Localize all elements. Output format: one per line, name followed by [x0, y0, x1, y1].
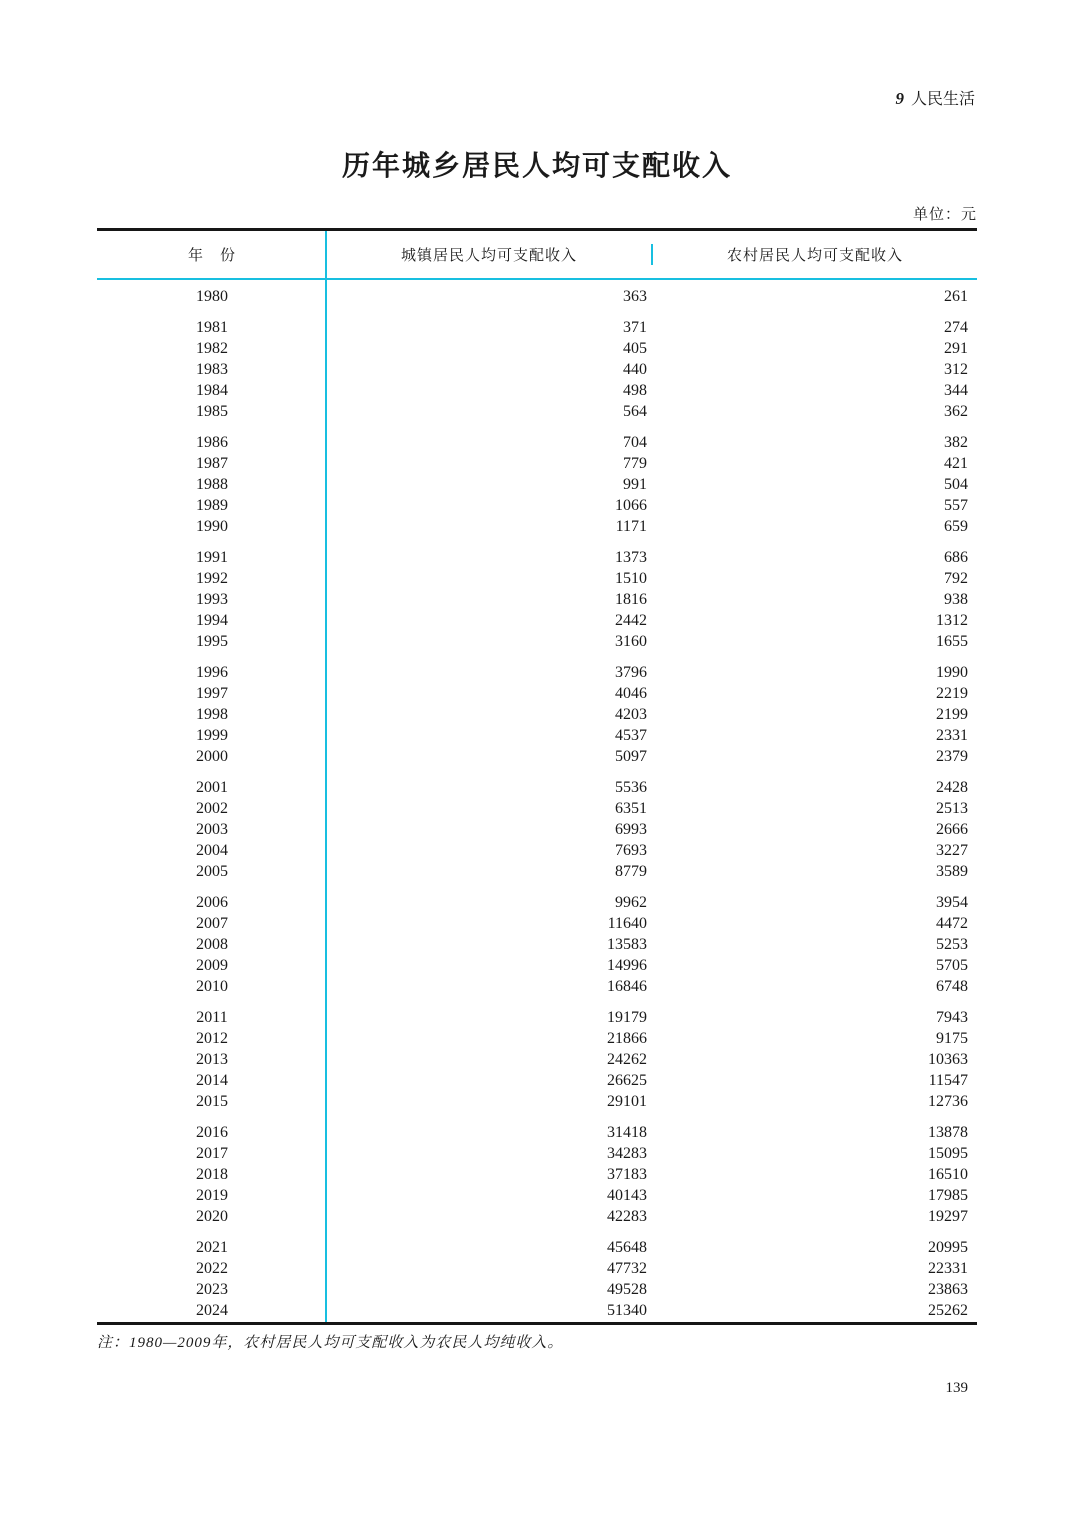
- rural-value-cell: 659: [944, 518, 968, 535]
- rural-value-cell: 25262: [928, 1302, 968, 1319]
- table-row: [97, 840, 977, 861]
- table-row: [97, 338, 977, 359]
- urban-value-cell: 1066: [615, 497, 647, 514]
- urban-value-cell: 34283: [607, 1145, 647, 1162]
- urban-value-cell: 9962: [615, 894, 647, 911]
- rural-value-cell: 2379: [936, 748, 968, 765]
- urban-value-cell: 24262: [607, 1051, 647, 1068]
- year-cell: 1995: [196, 633, 228, 650]
- urban-value-cell: 5097: [615, 748, 647, 765]
- rural-value-cell: 686: [944, 549, 968, 566]
- rural-value-cell: 15095: [928, 1145, 968, 1162]
- rural-value-cell: 5705: [936, 957, 968, 974]
- rural-value-cell: 1655: [936, 633, 968, 650]
- year-cell: 1983: [196, 361, 228, 378]
- table-row: [97, 683, 977, 704]
- table-row: [97, 955, 977, 976]
- rural-value-cell: 291: [944, 340, 968, 357]
- year-cell: 1997: [196, 685, 228, 702]
- row-group: [97, 547, 977, 652]
- year-cell: 2000: [196, 748, 228, 765]
- rural-value-cell: 382: [944, 434, 968, 451]
- urban-value-cell: 991: [623, 476, 647, 493]
- year-cell: 2014: [196, 1072, 228, 1089]
- urban-value-cell: 11640: [607, 915, 647, 932]
- table-row: [97, 976, 977, 997]
- table-header-row: [97, 231, 977, 280]
- year-cell: 1998: [196, 706, 228, 723]
- table-row: [97, 359, 977, 380]
- table-row: [97, 934, 977, 955]
- year-cell: 1985: [196, 403, 228, 420]
- year-cell: 2019: [196, 1187, 228, 1204]
- urban-value-cell: 29101: [607, 1093, 647, 1110]
- table-row: [97, 913, 977, 934]
- urban-value-cell: 14996: [607, 957, 647, 974]
- rural-value-cell: 938: [944, 591, 968, 608]
- urban-value-cell: 1816: [615, 591, 647, 608]
- year-cell: 2008: [196, 936, 228, 953]
- table-row: [97, 725, 977, 746]
- year-cell: 1989: [196, 497, 228, 514]
- urban-value-cell: 3160: [615, 633, 647, 650]
- rural-value-cell: 312: [944, 361, 968, 378]
- year-cell: 2004: [196, 842, 228, 859]
- rural-value-cell: 22331: [928, 1260, 968, 1277]
- rural-value-cell: 2199: [936, 706, 968, 723]
- row-group: [97, 662, 977, 767]
- table-row: [97, 1164, 977, 1185]
- table-row: [97, 777, 977, 798]
- year-cell: 2012: [196, 1030, 228, 1047]
- table-row: [97, 317, 977, 338]
- rural-value-cell: 16510: [928, 1166, 968, 1183]
- urban-value-cell: 5536: [615, 779, 647, 796]
- year-cell: 2006: [196, 894, 228, 911]
- table-row: [97, 1143, 977, 1164]
- row-group: [97, 432, 977, 537]
- year-cell: 2007: [196, 915, 228, 932]
- table-row: [97, 610, 977, 631]
- urban-value-cell: 4537: [615, 727, 647, 744]
- row-group: [97, 777, 977, 882]
- urban-value-cell: 779: [623, 455, 647, 472]
- table-row: [97, 1049, 977, 1070]
- income-table: [97, 228, 977, 1325]
- table-row: [97, 516, 977, 537]
- year-cell: 2024: [196, 1302, 228, 1319]
- year-cell: 2001: [196, 779, 228, 796]
- urban-value-cell: 47732: [607, 1260, 647, 1277]
- rural-value-cell: 421: [944, 455, 968, 472]
- urban-value-cell: 40143: [607, 1187, 647, 1204]
- chapter-number: 9: [895, 89, 904, 108]
- table-row: [97, 1279, 977, 1300]
- rural-value-cell: 3589: [936, 863, 968, 880]
- rural-value-cell: 504: [944, 476, 968, 493]
- urban-value-cell: 1373: [615, 549, 647, 566]
- urban-value-cell: 45648: [607, 1239, 647, 1256]
- table-row: [97, 704, 977, 725]
- table-row: [97, 819, 977, 840]
- chapter-title: 人民生活: [910, 91, 975, 108]
- rural-value-cell: 13878: [928, 1124, 968, 1141]
- rural-value-cell: 11547: [928, 1072, 968, 1089]
- table-row: [97, 380, 977, 401]
- table-row: [97, 474, 977, 495]
- urban-value-cell: 704: [623, 434, 647, 451]
- table-row: [97, 892, 977, 913]
- year-cell: 2018: [196, 1166, 228, 1183]
- year-cell: 2023: [196, 1281, 228, 1298]
- table-row: [97, 662, 977, 683]
- rural-value-cell: 2666: [936, 821, 968, 838]
- year-cell: 2016: [196, 1124, 228, 1141]
- rural-value-cell: 7943: [936, 1009, 968, 1026]
- rural-value-cell: 2513: [936, 800, 968, 817]
- table-row: [97, 1091, 977, 1112]
- rural-value-cell: 5253: [936, 936, 968, 953]
- rural-value-cell: 2428: [936, 779, 968, 796]
- table-row: [97, 1258, 977, 1279]
- urban-value-cell: 19179: [607, 1009, 647, 1026]
- row-group: [97, 286, 977, 307]
- table-row: [97, 568, 977, 589]
- year-cell: 2017: [196, 1145, 228, 1162]
- row-group: [97, 1237, 977, 1321]
- rural-value-cell: 10363: [928, 1051, 968, 1068]
- rural-value-cell: 557: [944, 497, 968, 514]
- rural-value-cell: 3954: [936, 894, 968, 911]
- page-title: 历年城乡居民人均可支配收入: [341, 151, 732, 182]
- urban-value-cell: 16846: [607, 978, 647, 995]
- year-cell: 2009: [196, 957, 228, 974]
- chapter-header: [895, 86, 975, 109]
- rural-value-cell: 12736: [928, 1093, 968, 1110]
- year-cell: 1990: [196, 518, 228, 535]
- urban-value-cell: 49528: [607, 1281, 647, 1298]
- rural-value-cell: 1312: [936, 612, 968, 629]
- urban-value-cell: 31418: [607, 1124, 647, 1141]
- table-row: [97, 1185, 977, 1206]
- table-row: [97, 798, 977, 819]
- year-cell: 2010: [196, 978, 228, 995]
- year-cell: 2022: [196, 1260, 228, 1277]
- year-cell: 1996: [196, 664, 228, 681]
- urban-value-cell: 363: [623, 288, 647, 305]
- row-group: [97, 1007, 977, 1112]
- rural-value-cell: 3227: [936, 842, 968, 859]
- year-cell: 1984: [196, 382, 228, 399]
- table-body: [97, 280, 977, 1322]
- urban-value-cell: 8779: [615, 863, 647, 880]
- table-row: [97, 401, 977, 422]
- table-row: [97, 746, 977, 767]
- urban-value-cell: 4203: [615, 706, 647, 723]
- urban-value-cell: 564: [623, 403, 647, 420]
- rural-value-cell: 2219: [936, 685, 968, 702]
- footnote: 注：1980—2009年，农村居民人均可支配收入为农民人均纯收入。: [97, 1335, 564, 1351]
- urban-value-cell: 6351: [615, 800, 647, 817]
- urban-value-cell: 13583: [607, 936, 647, 953]
- table-row: [97, 589, 977, 610]
- table-row: [97, 495, 977, 516]
- urban-value-cell: 21866: [607, 1030, 647, 1047]
- rural-value-cell: 344: [944, 382, 968, 399]
- table-row: [97, 286, 977, 307]
- year-cell: 2021: [196, 1239, 228, 1256]
- table-row: [97, 1300, 977, 1321]
- year-cell: 2003: [196, 821, 228, 838]
- year-cell: 2013: [196, 1051, 228, 1068]
- year-cell: 2015: [196, 1093, 228, 1110]
- table-row: [97, 1237, 977, 1258]
- year-cell: 2002: [196, 800, 228, 817]
- year-cell: 1981: [196, 319, 228, 336]
- column-header-year: 年 份: [187, 248, 236, 264]
- urban-value-cell: 405: [623, 340, 647, 357]
- rural-value-cell: 261: [944, 288, 968, 305]
- year-cell: 1982: [196, 340, 228, 357]
- year-cell: 1987: [196, 455, 228, 472]
- urban-value-cell: 7693: [615, 842, 647, 859]
- rural-value-cell: 19297: [928, 1208, 968, 1225]
- rural-value-cell: 792: [944, 570, 968, 587]
- rural-value-cell: 2331: [936, 727, 968, 744]
- year-cell: 1986: [196, 434, 228, 451]
- urban-value-cell: 3796: [615, 664, 647, 681]
- urban-value-cell: 26625: [607, 1072, 647, 1089]
- year-cell: 1994: [196, 612, 228, 629]
- rural-value-cell: 17985: [928, 1187, 968, 1204]
- year-cell: 1991: [196, 549, 228, 566]
- year-cell: 1980: [196, 288, 228, 305]
- year-cell: 2005: [196, 863, 228, 880]
- row-group: [97, 1122, 977, 1227]
- year-cell: 2011: [196, 1009, 228, 1026]
- table-row: [97, 1122, 977, 1143]
- urban-value-cell: 2442: [615, 612, 647, 629]
- table-row: [97, 861, 977, 882]
- urban-value-cell: 498: [623, 382, 647, 399]
- urban-value-cell: 440: [623, 361, 647, 378]
- table-row: [97, 1028, 977, 1049]
- urban-value-cell: 42283: [607, 1208, 647, 1225]
- row-group: [97, 317, 977, 422]
- row-group: [97, 892, 977, 997]
- table-row: [97, 1070, 977, 1091]
- column-header-urban: 城镇居民人均可支配收入: [327, 244, 653, 265]
- year-cell: 1988: [196, 476, 228, 493]
- urban-value-cell: 371: [623, 319, 647, 336]
- table-row: [97, 1007, 977, 1028]
- rural-value-cell: 9175: [936, 1030, 968, 1047]
- rural-value-cell: 23863: [928, 1281, 968, 1298]
- rural-value-cell: 1990: [936, 664, 968, 681]
- rural-value-cell: 6748: [936, 978, 968, 995]
- year-cell: 1992: [196, 570, 228, 587]
- table-row: [97, 1206, 977, 1227]
- urban-value-cell: 4046: [615, 685, 647, 702]
- rural-value-cell: 4472: [936, 915, 968, 932]
- page-number: 139: [945, 1380, 968, 1396]
- year-cell: 1999: [196, 727, 228, 744]
- rural-value-cell: 20995: [928, 1239, 968, 1256]
- urban-value-cell: 37183: [607, 1166, 647, 1183]
- urban-value-cell: 51340: [607, 1302, 647, 1319]
- urban-value-cell: 6993: [615, 821, 647, 838]
- unit-label: 单位：元: [912, 207, 977, 223]
- column-header-rural: 农村居民人均可支配收入: [726, 248, 903, 264]
- urban-value-cell: 1510: [615, 570, 647, 587]
- year-cell: 1993: [196, 591, 228, 608]
- urban-value-cell: 1171: [615, 518, 647, 535]
- rural-value-cell: 362: [944, 403, 968, 420]
- table-row: [97, 631, 977, 652]
- table-row: [97, 432, 977, 453]
- table-row: [97, 453, 977, 474]
- year-cell: 2020: [196, 1208, 228, 1225]
- rural-value-cell: 274: [944, 319, 968, 336]
- table-row: [97, 547, 977, 568]
